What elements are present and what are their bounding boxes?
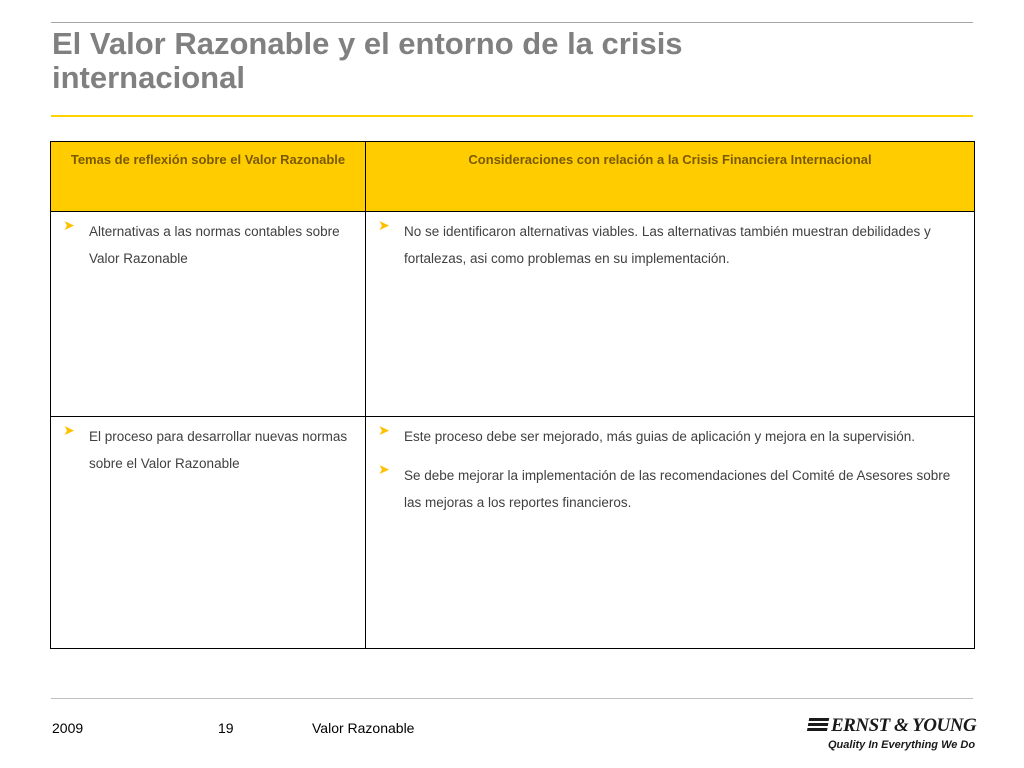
arrow-bullet-icon: ➤ (378, 461, 390, 477)
arrow-bullet-icon: ➤ (378, 422, 390, 438)
top-rule (51, 22, 973, 23)
list-item (51, 417, 365, 477)
slide-title (52, 27, 952, 95)
table-row (51, 212, 975, 417)
list-item (366, 212, 974, 272)
slide-title-line-1: El Valor Razonable y el entorno de la crisis (52, 26, 683, 61)
list-item-text: Alternativas a las normas contables sobre Valor Razonable (89, 224, 340, 266)
slide-title-line-2: internacional (52, 60, 245, 95)
list-item-text: Este proceso debe ser mejorado, más guias de aplicación y mejora en la supervisión. (404, 429, 916, 444)
table-row (51, 417, 975, 649)
arrow-bullet-icon: ➤ (63, 217, 75, 233)
list-item-text: El proceso para desarrollar nuevas normas sobre el Valor Razonable (89, 429, 348, 471)
company-logo (808, 715, 978, 755)
logo-name-text: ERNST & YOUNG (831, 715, 977, 736)
header-topics: Temas de reflexión sobre el Valor Razonable (51, 142, 366, 212)
logo-tagline: Quality In Everything We Do (828, 739, 976, 751)
arrow-bullet-icon: ➤ (63, 422, 75, 438)
footer-rule (51, 698, 973, 699)
list-item-text: Se debe mejorar la implementación de las recomendaciones del Comité de Asesores sobre las mejoras a los reportes financieros. (404, 468, 951, 510)
table-header-row (51, 142, 975, 212)
footer-page-number: 19 (218, 720, 234, 736)
logo-stripes-icon (807, 718, 829, 732)
cell-consideration (366, 417, 975, 649)
arrow-bullet-icon: ➤ (378, 217, 390, 233)
list-item (366, 450, 974, 516)
header-considerations: Consideraciones con relación a la Crisis Financiera Internacional (366, 142, 975, 212)
cell-consideration (366, 212, 975, 417)
footer-topic: Valor Razonable (312, 720, 415, 736)
logo-wordmark (808, 715, 976, 737)
cell-topic (51, 417, 366, 649)
considerations-table (50, 141, 975, 649)
footer-year: 2009 (52, 720, 84, 736)
cell-topic (51, 212, 366, 417)
title-underline (51, 115, 973, 117)
list-item (51, 212, 365, 272)
list-item-text: No se identificaron alternativas viables. Las alternativas también muestran debilidades y fortalezas, asi como problemas en su implementación. (404, 224, 931, 266)
list-item (366, 417, 974, 450)
